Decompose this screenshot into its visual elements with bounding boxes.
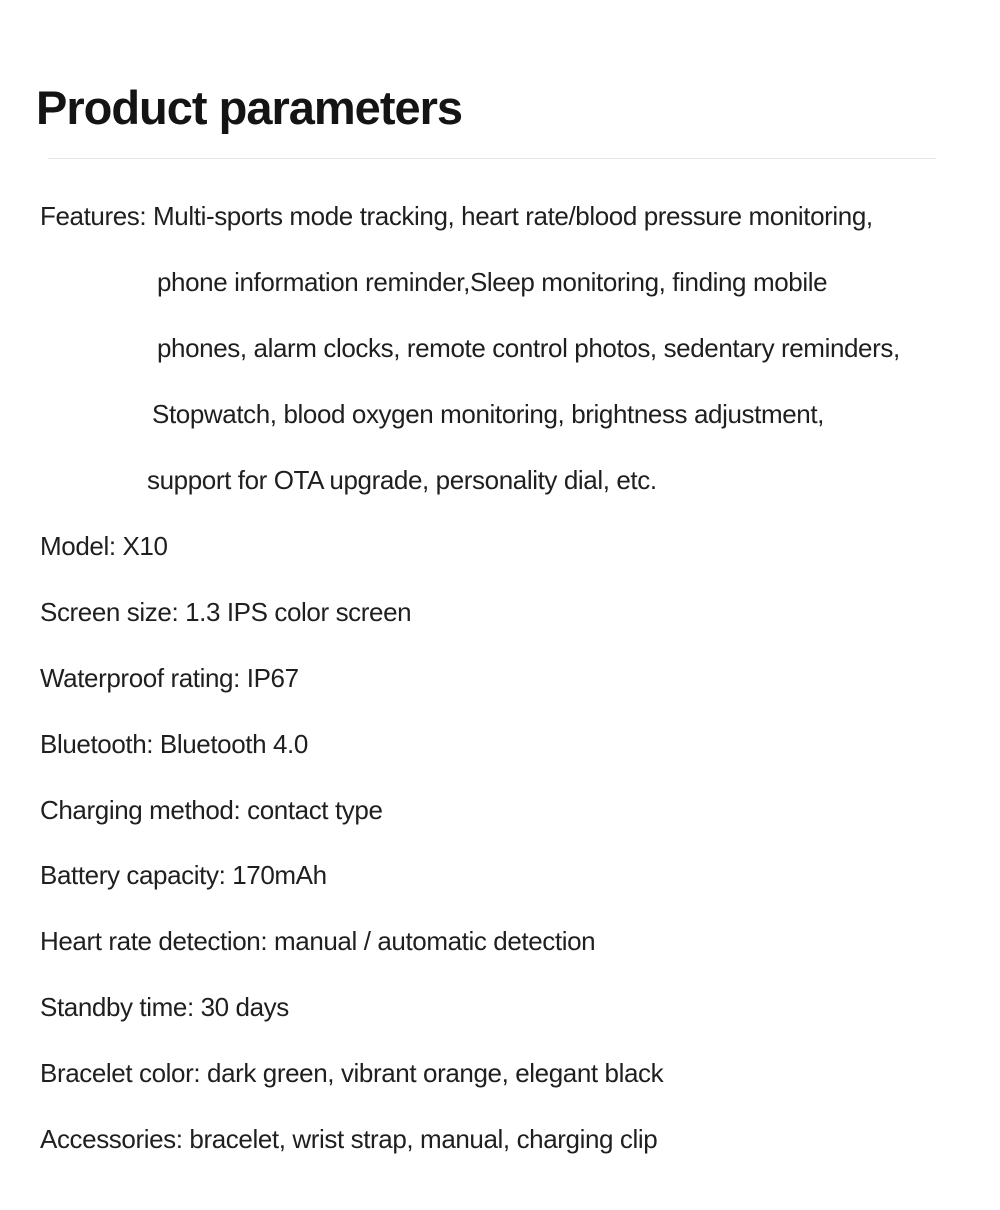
spec-waterproof-rating: Waterproof rating: IP67 <box>40 663 299 693</box>
spec-bluetooth: Bluetooth: Bluetooth 4.0 <box>40 729 308 759</box>
features-line-2: phone information reminder,Sleep monitoring, finding mobile <box>157 267 828 297</box>
features-line-1: Features: Multi-sports mode tracking, heart rate/blood pressure monitoring, <box>40 201 873 231</box>
spec-accessories: Accessories: bracelet, wrist strap, manual, charging clip <box>40 1124 658 1154</box>
page-title: Product parameters <box>36 81 463 134</box>
title-divider <box>48 158 936 159</box>
features-line-4: Stopwatch, blood oxygen monitoring, brightness adjustment, <box>152 399 824 429</box>
spec-bracelet-color: Bracelet color: dark green, vibrant orange, elegant black <box>40 1058 664 1088</box>
spec-heart-rate-detection: Heart rate detection: manual / automatic detection <box>40 926 596 956</box>
spec-screen-size: Screen size: 1.3 IPS color screen <box>40 597 412 627</box>
spec-model: Model: X10 <box>40 531 168 561</box>
spec-battery-capacity: Battery capacity: 170mAh <box>40 860 327 890</box>
spec-standby-time: Standby time: 30 days <box>40 992 289 1022</box>
spec-charging-method: Charging method: contact type <box>40 795 383 825</box>
features-line-3: phones, alarm clocks, remote control photos, sedentary reminders, <box>157 333 900 363</box>
features-line-5: support for OTA upgrade, personality dial, etc. <box>147 465 657 495</box>
